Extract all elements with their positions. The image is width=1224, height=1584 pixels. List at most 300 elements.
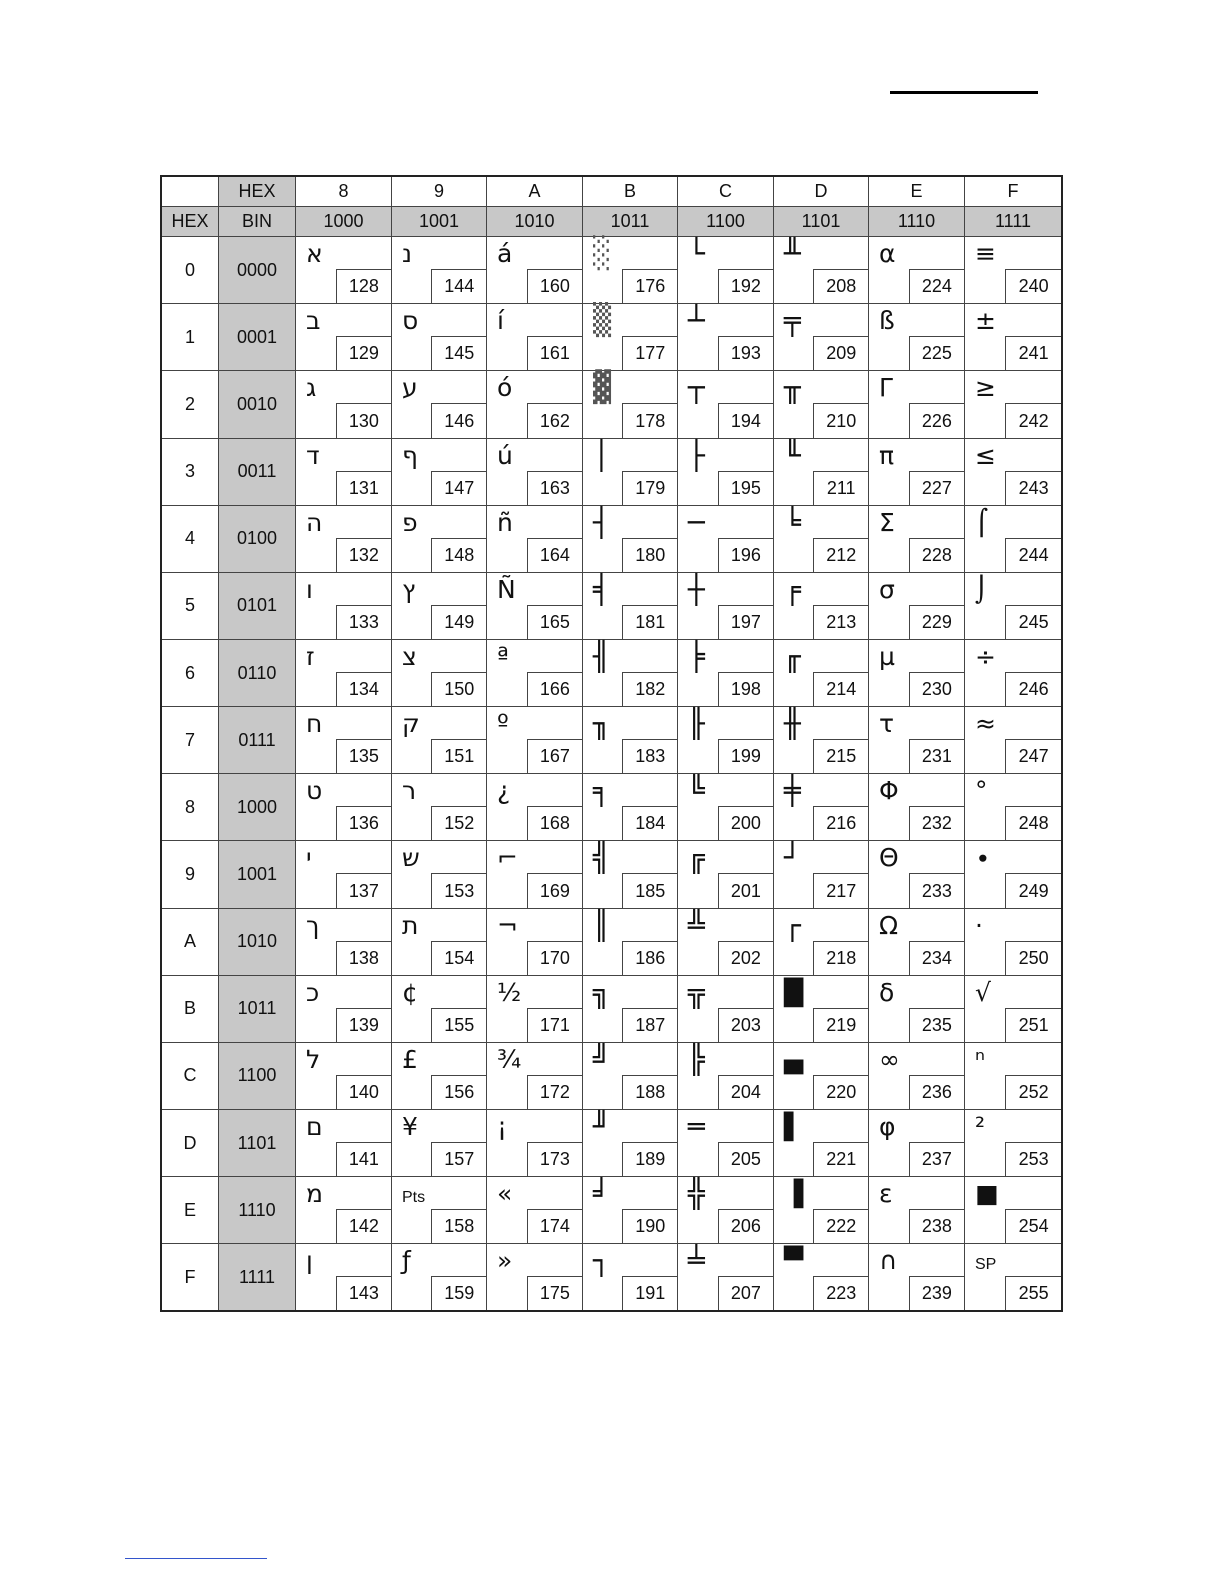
decimal-code: 169 xyxy=(527,873,582,907)
character-glyph: ¢ xyxy=(402,977,418,1007)
character-glyph: ╪ xyxy=(784,774,801,808)
character-glyph: ג xyxy=(306,373,317,403)
character-cell xyxy=(392,371,487,438)
character-cell xyxy=(774,975,869,1042)
table-row xyxy=(161,505,1062,572)
character-cell xyxy=(392,1042,487,1109)
character-glyph: ■ xyxy=(975,1179,999,1209)
decimal-code: 227 xyxy=(909,471,964,505)
character-glyph: ש xyxy=(402,843,420,873)
table-row xyxy=(161,1177,1062,1244)
character-glyph: ƒ xyxy=(402,1246,411,1276)
decimal-code: 156 xyxy=(431,1075,486,1109)
character-glyph: ▌ xyxy=(784,1111,804,1141)
character-cell xyxy=(869,1177,965,1244)
character-cell xyxy=(487,505,583,572)
decimal-code: 133 xyxy=(336,605,391,639)
character-cell xyxy=(583,639,678,706)
row-hex-label: A xyxy=(161,908,219,975)
character-glyph: Γ xyxy=(879,373,893,403)
decimal-code: 162 xyxy=(527,403,582,437)
character-glyph: σ xyxy=(879,574,895,604)
character-cell xyxy=(774,707,869,774)
character-glyph: ├ xyxy=(688,438,705,472)
decimal-code: 205 xyxy=(718,1142,773,1176)
decimal-code: 237 xyxy=(909,1142,964,1176)
character-glyph: │ xyxy=(593,438,610,472)
character-cell xyxy=(678,237,774,304)
column-bin-e: 1110 xyxy=(869,207,965,237)
character-cell xyxy=(869,707,965,774)
character-glyph: º xyxy=(497,709,509,739)
decimal-code: 187 xyxy=(622,1008,677,1042)
character-cell xyxy=(774,304,869,371)
character-cell xyxy=(678,1244,774,1311)
character-cell xyxy=(487,1042,583,1109)
decimal-code: 196 xyxy=(718,538,773,572)
row-hex-label: 7 xyxy=(161,707,219,774)
character-cell xyxy=(392,975,487,1042)
row-hex-label: E xyxy=(161,1177,219,1244)
column-hex-8: 8 xyxy=(296,176,392,207)
row-hex-label: 8 xyxy=(161,774,219,841)
decimal-code: 204 xyxy=(718,1075,773,1109)
character-glyph: ט xyxy=(306,776,323,806)
decimal-code: 142 xyxy=(336,1209,391,1243)
decimal-code: 179 xyxy=(622,471,677,505)
character-cell xyxy=(678,572,774,639)
character-glyph: φ xyxy=(879,1111,896,1141)
decimal-code: 189 xyxy=(622,1142,677,1176)
decimal-code: 200 xyxy=(718,806,773,840)
decimal-code: 226 xyxy=(909,403,964,437)
decimal-code: 242 xyxy=(1005,403,1061,437)
decimal-code: 154 xyxy=(431,941,486,975)
character-glyph: ע xyxy=(402,373,418,403)
column-hex-b: B xyxy=(583,176,678,207)
header-hex-label: HEX xyxy=(219,176,296,207)
character-glyph: ⌡ xyxy=(975,574,989,604)
row-bin-label: 1110 xyxy=(219,1177,296,1244)
character-glyph: á xyxy=(497,239,513,269)
decimal-code: 183 xyxy=(622,739,677,773)
character-cell xyxy=(774,572,869,639)
character-glyph: כ xyxy=(306,977,320,1007)
character-cell xyxy=(678,438,774,505)
character-cell xyxy=(965,438,1063,505)
character-cell xyxy=(583,505,678,572)
character-cell xyxy=(965,572,1063,639)
decimal-code: 130 xyxy=(336,403,391,437)
character-cell xyxy=(774,1109,869,1176)
character-cell xyxy=(392,1109,487,1176)
decimal-code: 186 xyxy=(622,941,677,975)
decimal-code: 129 xyxy=(336,336,391,370)
character-glyph: ╠ xyxy=(688,1042,705,1076)
character-glyph: ± xyxy=(975,306,996,336)
character-cell xyxy=(678,908,774,975)
decimal-code: 238 xyxy=(909,1209,964,1243)
character-glyph: ╚ xyxy=(688,774,705,808)
decimal-code: 198 xyxy=(718,672,773,706)
character-glyph: ╢ xyxy=(593,639,610,673)
decimal-code: 250 xyxy=(1005,941,1061,975)
character-cell xyxy=(965,371,1063,438)
character-cell xyxy=(774,908,869,975)
character-cell xyxy=(774,438,869,505)
decimal-code: 209 xyxy=(813,336,868,370)
character-cell xyxy=(678,1177,774,1244)
character-glyph: SP xyxy=(975,1256,997,1274)
decimal-code: 234 xyxy=(909,941,964,975)
character-cell xyxy=(583,438,678,505)
column-hex-9: 9 xyxy=(392,176,487,207)
character-cell xyxy=(774,774,869,841)
decimal-code: 137 xyxy=(336,873,391,907)
character-cell xyxy=(965,1109,1063,1176)
character-glyph: ∞ xyxy=(879,1044,900,1074)
decimal-code: 203 xyxy=(718,1008,773,1042)
row-bin-label: 0011 xyxy=(219,438,296,505)
character-cell xyxy=(392,1244,487,1311)
character-glyph: Σ xyxy=(879,507,895,537)
table-row xyxy=(161,1244,1062,1311)
row-hex-label: D xyxy=(161,1109,219,1176)
character-glyph: ╩ xyxy=(688,908,705,942)
decimal-code: 160 xyxy=(527,269,582,303)
character-cell xyxy=(678,505,774,572)
column-hex-d: D xyxy=(774,176,869,207)
decimal-code: 212 xyxy=(813,538,868,572)
character-cell xyxy=(965,237,1063,304)
character-cell xyxy=(869,1042,965,1109)
decimal-code: 131 xyxy=(336,471,391,505)
decimal-code: 158 xyxy=(431,1209,486,1243)
character-glyph: π xyxy=(879,440,895,470)
row-hex-label: 6 xyxy=(161,639,219,706)
decimal-code: 144 xyxy=(431,269,486,303)
table-row xyxy=(161,304,1062,371)
character-glyph: ╙ xyxy=(784,438,801,472)
character-glyph: ░ xyxy=(593,236,612,272)
character-glyph: ף xyxy=(402,440,418,470)
character-glyph: ╣ xyxy=(593,841,610,875)
character-glyph: ╫ xyxy=(784,707,801,741)
table-row xyxy=(161,908,1062,975)
character-cell xyxy=(296,1042,392,1109)
decimal-code: 253 xyxy=(1005,1142,1061,1176)
character-cell xyxy=(296,639,392,706)
character-cell xyxy=(583,1244,678,1311)
decimal-code: 221 xyxy=(813,1142,868,1176)
character-cell xyxy=(296,572,392,639)
character-cell xyxy=(392,505,487,572)
decimal-code: 208 xyxy=(813,269,868,303)
character-cell xyxy=(774,639,869,706)
character-glyph: ה xyxy=(306,507,323,537)
decimal-code: 151 xyxy=(431,739,486,773)
decimal-code: 163 xyxy=(527,471,582,505)
decimal-code: 229 xyxy=(909,605,964,639)
character-glyph: ¥ xyxy=(402,1111,418,1141)
character-glyph: י xyxy=(306,843,312,873)
character-glyph: ך xyxy=(306,910,320,940)
row-hex-label: 1 xyxy=(161,304,219,371)
column-bin-d: 1101 xyxy=(774,207,869,237)
decimal-code: 143 xyxy=(336,1276,391,1310)
row-bin-label: 1111 xyxy=(219,1244,296,1311)
character-cell xyxy=(296,908,392,975)
character-cell xyxy=(869,774,965,841)
decimal-code: 182 xyxy=(622,672,677,706)
character-glyph: ╧ xyxy=(688,1244,705,1278)
row-hex-label: B xyxy=(161,975,219,1042)
character-cell xyxy=(583,908,678,975)
decimal-code: 171 xyxy=(527,1008,582,1042)
header-row-bin xyxy=(161,207,1062,237)
character-glyph: τ xyxy=(879,709,895,739)
character-glyph: ל xyxy=(306,1044,321,1074)
character-glyph: ² xyxy=(975,1111,986,1141)
character-glyph: ⌠ xyxy=(975,507,989,537)
decimal-code: 177 xyxy=(622,336,677,370)
decimal-code: 218 xyxy=(813,941,868,975)
decimal-code: 165 xyxy=(527,605,582,639)
table-row xyxy=(161,841,1062,908)
table-row xyxy=(161,639,1062,706)
row-bin-label: 1000 xyxy=(219,774,296,841)
character-glyph: ו xyxy=(306,574,313,604)
character-cell xyxy=(487,975,583,1042)
decimal-code: 216 xyxy=(813,806,868,840)
character-glyph: ╥ xyxy=(784,371,801,405)
decimal-code: 167 xyxy=(527,739,582,773)
row-hex-label: 2 xyxy=(161,371,219,438)
character-cell xyxy=(296,505,392,572)
header-row-hex xyxy=(161,176,1062,207)
character-glyph: ≤ xyxy=(975,440,996,470)
character-cell xyxy=(869,639,965,706)
row-hex-label: F xyxy=(161,1244,219,1311)
character-cell xyxy=(392,1177,487,1244)
character-cell xyxy=(869,237,965,304)
decimal-code: 240 xyxy=(1005,269,1061,303)
character-cell xyxy=(774,841,869,908)
character-glyph: ─ xyxy=(688,505,705,539)
decimal-code: 241 xyxy=(1005,336,1061,370)
decimal-code: 139 xyxy=(336,1008,391,1042)
character-cell xyxy=(487,572,583,639)
character-cell xyxy=(869,841,965,908)
decimal-code: 147 xyxy=(431,471,486,505)
decimal-code: 252 xyxy=(1005,1075,1061,1109)
character-cell xyxy=(392,908,487,975)
decimal-code: 164 xyxy=(527,538,582,572)
decimal-code: 215 xyxy=(813,739,868,773)
decimal-code: 132 xyxy=(336,538,391,572)
character-glyph: Φ xyxy=(879,776,899,806)
character-cell xyxy=(392,639,487,706)
decimal-code: 206 xyxy=(718,1209,773,1243)
character-cell xyxy=(296,774,392,841)
character-glyph: נ xyxy=(402,239,413,269)
row-bin-label: 1010 xyxy=(219,908,296,975)
character-glyph: ╕ xyxy=(593,774,610,808)
character-cell xyxy=(583,975,678,1042)
character-glyph: ▀ xyxy=(784,1246,804,1276)
character-cell xyxy=(774,1244,869,1311)
character-cell xyxy=(296,1109,392,1176)
character-cell xyxy=(583,237,678,304)
character-glyph: ╝ xyxy=(593,1042,610,1076)
character-glyph: ן xyxy=(306,1246,313,1276)
decimal-code: 194 xyxy=(718,403,773,437)
decimal-code: 214 xyxy=(813,672,868,706)
decimal-code: 161 xyxy=(527,336,582,370)
character-glyph: ¬ xyxy=(497,910,518,940)
row-bin-label: 0101 xyxy=(219,572,296,639)
decimal-code: 249 xyxy=(1005,873,1061,907)
character-cell xyxy=(583,1042,678,1109)
header-row-hex-label: HEX xyxy=(161,207,219,237)
character-glyph: ▄ xyxy=(784,1044,804,1074)
decimal-code: 174 xyxy=(527,1209,582,1243)
character-cell xyxy=(296,371,392,438)
decimal-code: 172 xyxy=(527,1075,582,1109)
decimal-code: 157 xyxy=(431,1142,486,1176)
character-cell xyxy=(392,438,487,505)
character-glyph: ╤ xyxy=(784,304,801,338)
decimal-code: 191 xyxy=(622,1276,677,1310)
decimal-code: 185 xyxy=(622,873,677,907)
decimal-code: 155 xyxy=(431,1008,486,1042)
decimal-code: 148 xyxy=(431,538,486,572)
decimal-code: 181 xyxy=(622,605,677,639)
decimal-code: 247 xyxy=(1005,739,1061,773)
header-corner xyxy=(161,176,219,207)
character-cell xyxy=(678,774,774,841)
decimal-code: 195 xyxy=(718,471,773,505)
character-cell xyxy=(296,1177,392,1244)
decimal-code: 138 xyxy=(336,941,391,975)
character-cell xyxy=(869,908,965,975)
character-cell xyxy=(965,505,1063,572)
table-row xyxy=(161,707,1062,774)
decimal-code: 166 xyxy=(527,672,582,706)
character-glyph: ≈ xyxy=(975,709,996,739)
row-bin-label: 0110 xyxy=(219,639,296,706)
character-glyph: ÷ xyxy=(975,641,996,671)
decimal-code: 184 xyxy=(622,806,677,840)
decimal-code: 246 xyxy=(1005,672,1061,706)
character-glyph: ¡ xyxy=(497,1111,508,1141)
character-cell xyxy=(487,639,583,706)
character-cell xyxy=(487,1177,583,1244)
character-glyph: » xyxy=(497,1246,513,1276)
character-glyph: פ xyxy=(402,507,418,537)
decimal-code: 224 xyxy=(909,269,964,303)
decimal-code: 245 xyxy=(1005,605,1061,639)
decimal-code: 217 xyxy=(813,873,868,907)
decimal-code: 168 xyxy=(527,806,582,840)
character-glyph: ╟ xyxy=(688,707,705,741)
decimal-code: 254 xyxy=(1005,1209,1061,1243)
decimal-code: 159 xyxy=(431,1276,486,1310)
character-glyph: ╓ xyxy=(784,639,801,673)
character-cell xyxy=(869,438,965,505)
character-cell xyxy=(487,774,583,841)
character-glyph: ╗ xyxy=(593,975,610,1009)
character-glyph: ╜ xyxy=(593,1109,610,1143)
character-glyph: ó xyxy=(497,373,513,403)
table-row xyxy=(161,975,1062,1042)
decimal-code: 145 xyxy=(431,336,486,370)
character-cell xyxy=(487,1109,583,1176)
character-cell xyxy=(296,707,392,774)
decimal-code: 223 xyxy=(813,1276,868,1310)
decimal-code: 248 xyxy=(1005,806,1061,840)
decimal-code: 190 xyxy=(622,1209,677,1243)
character-glyph: ▓ xyxy=(593,370,612,406)
character-glyph: מ xyxy=(306,1179,323,1209)
character-cell xyxy=(869,1109,965,1176)
decimal-code: 188 xyxy=(622,1075,677,1109)
character-cell xyxy=(678,841,774,908)
character-glyph: ú xyxy=(497,440,513,470)
character-cell xyxy=(869,572,965,639)
header-bin-label: BIN xyxy=(219,207,296,237)
row-hex-label: 5 xyxy=(161,572,219,639)
character-glyph: צ xyxy=(402,641,417,671)
character-cell xyxy=(392,237,487,304)
character-cell xyxy=(487,304,583,371)
character-glyph: ╨ xyxy=(784,237,801,271)
character-glyph: í xyxy=(497,306,504,336)
character-glyph: ╛ xyxy=(593,1177,610,1211)
character-cell xyxy=(678,371,774,438)
character-glyph: ┌ xyxy=(784,908,801,942)
character-cell xyxy=(965,774,1063,841)
character-cell xyxy=(296,237,392,304)
decimal-code: 150 xyxy=(431,672,486,706)
character-glyph: ª xyxy=(497,641,509,671)
row-bin-label: 1100 xyxy=(219,1042,296,1109)
decimal-code: 173 xyxy=(527,1142,582,1176)
character-glyph: Θ xyxy=(879,843,899,873)
column-bin-9: 1001 xyxy=(392,207,487,237)
row-bin-label: 1011 xyxy=(219,975,296,1042)
column-bin-b: 1011 xyxy=(583,207,678,237)
character-cell xyxy=(583,371,678,438)
character-glyph: ╡ xyxy=(593,572,610,606)
decimal-code: 232 xyxy=(909,806,964,840)
character-glyph: ▐ xyxy=(784,1179,804,1209)
character-glyph: א xyxy=(306,239,323,269)
character-cell xyxy=(869,371,965,438)
row-hex-label: 4 xyxy=(161,505,219,572)
character-glyph: ת xyxy=(402,910,419,940)
character-glyph: ⁿ xyxy=(975,1044,985,1074)
character-glyph: ⌐ xyxy=(497,843,518,873)
character-glyph: ½ xyxy=(497,977,522,1007)
character-glyph: █ xyxy=(784,977,804,1007)
column-hex-e: E xyxy=(869,176,965,207)
character-cell xyxy=(965,1244,1063,1311)
row-bin-label: 0010 xyxy=(219,371,296,438)
character-glyph: ¾ xyxy=(497,1044,522,1074)
character-cell xyxy=(487,841,583,908)
row-bin-label: 0111 xyxy=(219,707,296,774)
